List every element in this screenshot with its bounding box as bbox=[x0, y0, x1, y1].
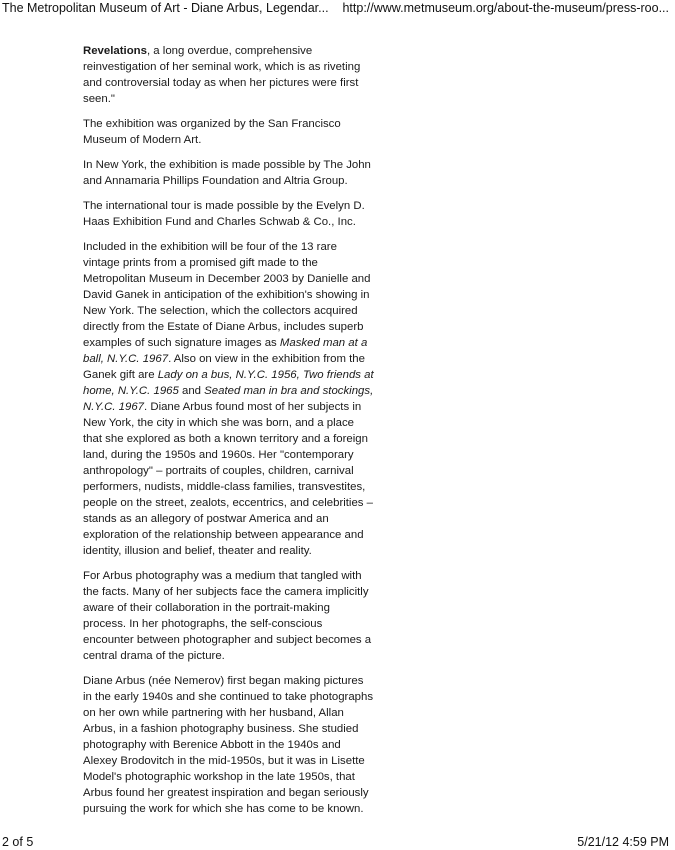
artwork-title: Lady on a bus, N.Y.C. 1956, Two friends at home, N.Y.C. 1965 bbox=[83, 369, 374, 397]
artwork-title: Seated man in bra and stockings, N.Y.C. 1967 bbox=[83, 385, 374, 413]
paragraph-organizer: The exhibition was organized by the San Francisco Museum of Modern Art. bbox=[83, 118, 341, 146]
paragraph-revelations bbox=[83, 43, 375, 107]
artwork-title: Masked man at a ball, N.Y.C. 1967 bbox=[83, 337, 368, 365]
paragraph-text: Included in the exhibition will be four of the 13 rare vintage prints from a promised gift made to the Metropolitan Museum in December 2003 by Danielle and David Ganek in anticipation of the exhibition's showing in New York. The selection, which the collectors acquired directly from the Estate of Diane Arbus, includes superb examples of such signature images as bbox=[83, 241, 371, 349]
print-footer bbox=[0, 835, 675, 849]
print-header bbox=[0, 0, 675, 16]
paragraph-text: . Diane Arbus found most of her subjects in New York, the city in which she was born, and a place that she explored as both a known territory and a foreign land, during the 1950s and 1960s. Her "contemporary anthropology" – portraits of couples, children, carnival performers, nudists, middle-class families, transvestites, people on the street, zealots, eccentrics, and celebrities – stands as an allegory of postwar America and an exploration of the relationship between appearance and identity, illusion and belief, theater and reality. bbox=[83, 401, 373, 557]
print-datetime: 5/21/12 4:59 PM bbox=[577, 835, 669, 849]
page-url: http://www.metmuseum.org/about-the-museum/press-roo... bbox=[342, 1, 669, 15]
paragraph-ganek-gift bbox=[83, 239, 375, 559]
page-number: 2 of 5 bbox=[2, 835, 34, 849]
page-title: The Metropolitan Museum of Art - Diane Arbus, Legendar... bbox=[2, 1, 329, 15]
exhibition-title: Revelations bbox=[83, 45, 147, 57]
paragraph-biography: Diane Arbus (née Nemerov) first began making pictures in the early 1940s and she continued to take photographs on her own while partnering with her husband, Allan Arbus, in a fashion photography business. She studied photography with Berenice Abbott in the 1940s and Alexey Brodovitch in the mid-1950s, but it was in Lisette Model's photographic workshop in the late 1950s, that Arbus found her greatest inspiration and began seriously pursuing the work for which she has come to be known. bbox=[83, 675, 374, 815]
paragraph-photography-medium: For Arbus photography was a medium that tangled with the facts. Many of her subjects face the camera implicitly aware of their collaboration in the portrait-making process. In her photographs, the self-conscious encounter between photographer and subject becomes a central drama of the picture. bbox=[83, 570, 372, 662]
paragraph-text: and bbox=[178, 385, 205, 397]
article-body bbox=[83, 43, 375, 826]
paragraph-text: . Also on view in the exhibition from the Ganek gift are bbox=[83, 353, 365, 381]
paragraph-text: , a long overdue, comprehensive reinvestigation of her seminal work, which is as riveting and controversial today as when her pictures were first seen." bbox=[83, 45, 361, 105]
paragraph-new-york-sponsors: In New York, the exhibition is made possible by The John and Annamaria Phillips Foundation and Altria Group. bbox=[83, 159, 371, 187]
paragraph-tour-sponsors: The international tour is made possible by the Evelyn D. Haas Exhibition Fund and Charles Schwab & Co., Inc. bbox=[83, 200, 365, 228]
